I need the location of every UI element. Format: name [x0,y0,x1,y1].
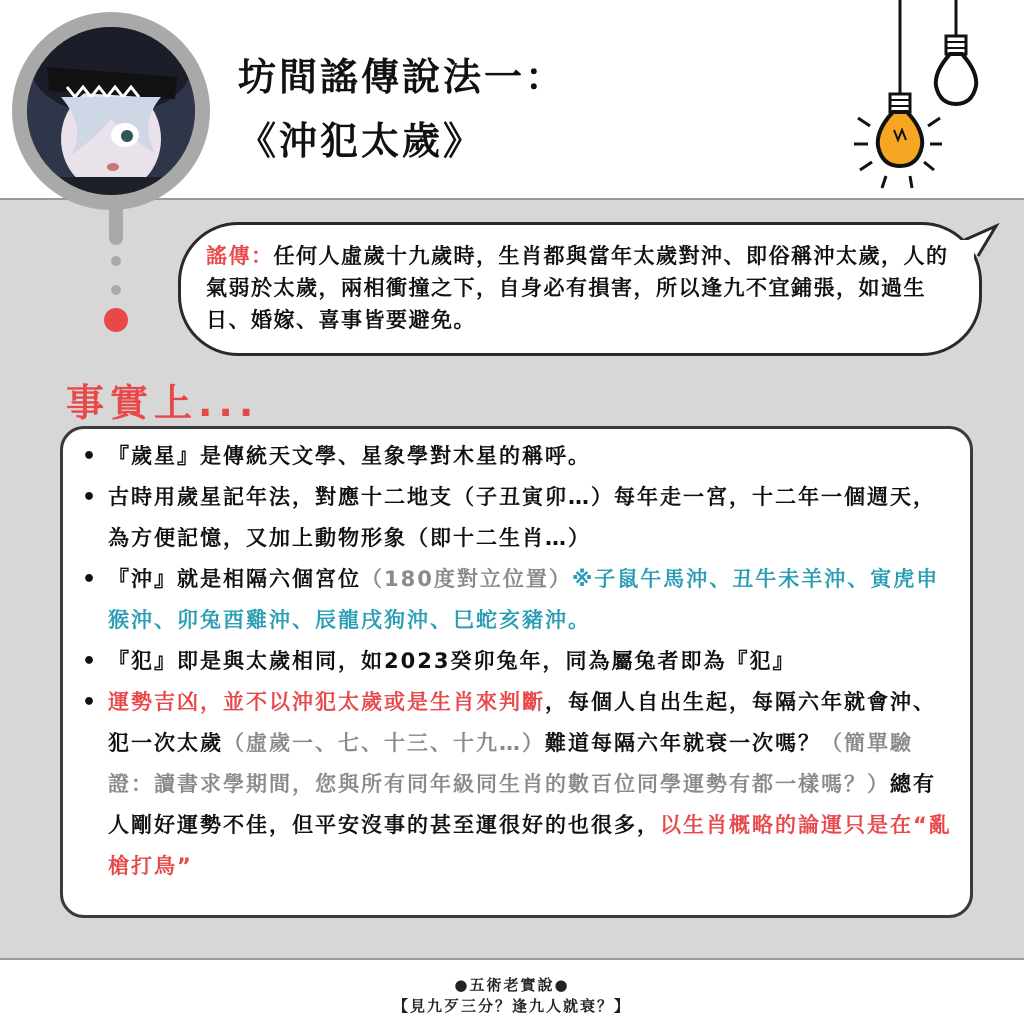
facts-heading: 事實上... [66,381,260,425]
page-title-line2: 《沖犯太歲》 [238,119,485,163]
fact-text: 『歲星』是傳統天文學、星象學對木星的稱呼。 [108,444,591,468]
fact-note: （簡單驗證：讀書求學期間，您與所有同年級同生肖的數百位同學運勢有都一樣嗎？） [108,731,913,796]
bubble-tail [960,222,1000,262]
fact-note: （虛歲一、七、十三、十九…） [223,731,545,755]
fact-note: （180度對立位置） [361,567,572,591]
footer-brand: ●五術老實說● [454,976,570,994]
fact-text: 總有人剛好運勢不佳，但平安沒事的甚至運很好的也很多， [108,772,936,837]
rumor-text [206,240,966,336]
page-title-line1: 坊間謠傳說法一： [238,55,567,99]
list-item [80,641,955,682]
fact-text: 『犯』即是與太歲相同，如2023癸卯兔年，同為屬兔者即為『犯』 [108,649,796,673]
list-item [80,559,955,641]
dot-small-1 [111,256,121,266]
list-item [80,682,955,887]
dot-red [104,308,128,332]
rumor-body: 任何人虛歲十九歲時，生肖都與當年太歲對沖、即俗稱沖太歲，人的氣弱於太歲，兩相衝撞之下，自身必有損害，所以逢九不宜鋪張，如過生日、婚嫁、喜事皆要避免。 [206,244,949,332]
fact-text: 古時用歲星記年法，對應十二地支（子丑寅卯…）每年走一宮，十二年一個週天，為方便記憶，又加上動物形象（即十二生肖…） [108,485,936,550]
facts-list [80,436,955,887]
fact-text: ，每個人自出生起，每隔六年就會沖、犯一次太歲 [108,690,936,755]
fact-highlight: ※子鼠午馬沖、丑牛未羊沖、寅虎申猴沖、卯兔酉雞沖、辰龍戌狗沖、巳蛇亥豬沖。 [108,567,940,632]
list-item [80,477,955,559]
speech-tail [109,205,123,245]
rumor-label: 謠傳： [206,244,274,268]
list-item [80,436,955,477]
footer-series: 【見九歹三分？逢九人就衰？】 [392,997,631,1015]
light-bulb-icon [850,0,1024,200]
fact-text: 『沖』就是相隔六個宮位 [108,567,361,591]
fact-highlight: 運勢吉凶，並不以沖犯太歲或是生肖來判斷 [108,690,545,714]
avatar [27,27,195,195]
fact-text: 難道每隔六年就衰一次嗎？ [545,731,821,755]
fact-highlight: 以生肖概略的論運只是在“亂槍打鳥” [108,813,952,878]
dot-small-2 [111,285,121,295]
